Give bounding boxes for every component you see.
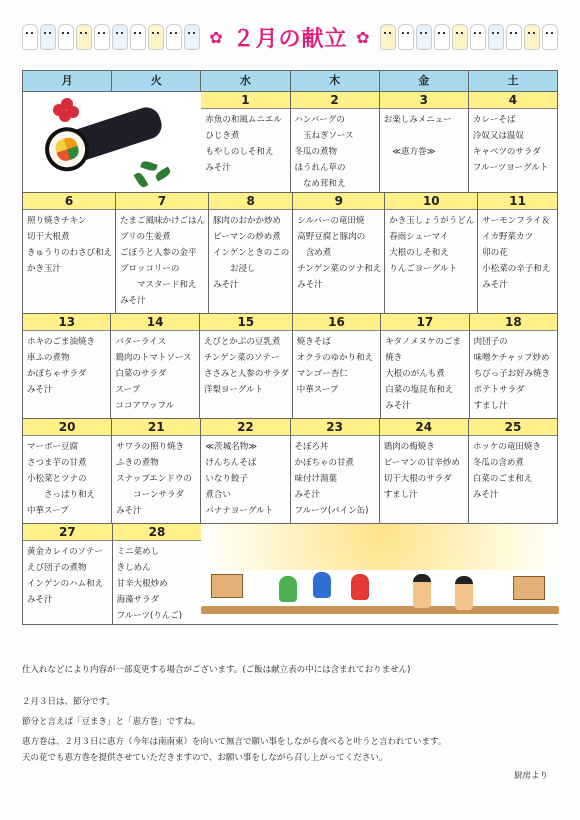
menu-item: ポテトサラダ	[473, 385, 525, 395]
day-number: 9	[293, 193, 384, 210]
day-menu	[201, 109, 289, 176]
menu-item: ブリの生姜煮	[120, 232, 171, 242]
day-cell	[112, 524, 202, 624]
menu-item: みそ汁	[120, 296, 146, 306]
week-row	[22, 92, 558, 193]
menu-item: 大根のがんも煮	[385, 369, 445, 379]
menu-item: マーボー豆腐	[27, 442, 79, 452]
menu-item: さつま芋の甘煮	[27, 458, 87, 468]
day-number: 20	[23, 419, 111, 436]
menu-item: ほうれん草の	[294, 163, 346, 173]
menu-item: きゅうりのわさび和え	[27, 248, 113, 258]
bean-box-icon	[211, 574, 243, 598]
menu-item: かき玉汁	[27, 264, 62, 274]
day-menu	[380, 436, 468, 503]
menu-item: えびとかぶの豆乳煮	[203, 337, 281, 347]
menu-item: ≪恵方巻≫	[383, 147, 436, 157]
day-menu	[293, 210, 384, 293]
menu-item: 車ふの煮物	[27, 353, 70, 363]
menu-item: お楽しみメニュー	[383, 115, 452, 125]
menu-item: ふきの煮物	[116, 458, 159, 468]
day-number: 28	[113, 524, 202, 541]
day-cell	[111, 419, 200, 523]
menu-item: フルーツ(パイン缶)	[294, 506, 369, 516]
menu-item: みそ汁	[385, 401, 411, 411]
day-cell	[292, 193, 384, 313]
menu-item: 小松菜の辛子和え	[482, 264, 551, 274]
day-cell	[477, 193, 557, 313]
menu-item: 鶏肉の梅焼き	[383, 442, 435, 452]
setsubun-line-4: 天の花でも恵方巻を提供させていただきますので、お願い事をしながら召し上がってください。	[22, 753, 388, 763]
week-row	[22, 314, 558, 419]
menu-item: 大根のしそ和え	[389, 248, 449, 258]
menu-item: シルバーの竜田焼	[297, 216, 365, 226]
menu-item: 肉団子の	[473, 337, 508, 347]
day-number: 11	[478, 193, 557, 210]
week-row	[22, 419, 558, 524]
menu-item: 冬瓜の含め煮	[472, 458, 524, 468]
day-cell	[379, 92, 468, 192]
day-cell	[468, 419, 557, 523]
day-cell	[469, 314, 557, 418]
day-number: 15	[200, 314, 292, 331]
menu-item: 黄金カレイのソテー	[27, 547, 103, 557]
weekday-sat: 土	[468, 71, 557, 91]
leaf-icon	[134, 171, 149, 189]
menu-item: ホキのごま油焼き	[27, 337, 96, 347]
menu-item: バターライス	[115, 337, 167, 347]
menu-item: ピーマンの炒め煮	[213, 232, 281, 242]
day-cell	[23, 193, 115, 313]
day-number: 13	[23, 314, 110, 331]
day-cell	[110, 314, 198, 418]
flower-icon: ✿	[209, 28, 224, 47]
flower-icon: ✿	[356, 28, 371, 47]
day-cell	[23, 524, 112, 624]
page-title-wrap	[22, 22, 558, 53]
weekday-header	[22, 70, 558, 92]
day-cell	[290, 419, 379, 523]
menu-item: ≪茨城名物≫	[205, 442, 258, 452]
menu-item: えび団子の煮物	[27, 563, 87, 573]
menu-item: マスタード和え	[120, 280, 197, 290]
menu-item: サワラの照り焼き	[116, 442, 185, 452]
day-menu	[293, 331, 380, 398]
menu-item: ごぼうと人参の金平	[120, 248, 197, 258]
day-menu	[291, 436, 379, 519]
menu-item: ささみと人参のサラダ	[203, 369, 289, 379]
day-menu	[470, 331, 557, 414]
menu-item: 冷奴又は温奴	[472, 131, 524, 141]
child-boy-icon	[455, 576, 473, 610]
menu-item: 含め煮	[297, 248, 332, 258]
menu-calendar	[22, 70, 558, 625]
day-menu	[112, 436, 200, 519]
menu-item: 照り焼きチキン	[27, 216, 87, 226]
day-menu	[23, 541, 112, 608]
day-number: 6	[23, 193, 115, 210]
day-cell	[200, 92, 289, 192]
menu-item: 玉ねぎソース	[294, 131, 354, 141]
week-row	[22, 193, 558, 314]
weekday-fri: 金	[379, 71, 468, 91]
menu-item: カレーそば	[472, 115, 516, 125]
day-cell	[384, 193, 477, 313]
day-cell	[379, 419, 468, 523]
menu-item: 小松菜とツナの	[27, 474, 87, 484]
menu-item: マンゴー杏仁	[296, 369, 348, 379]
day-menu	[385, 210, 477, 277]
menu-item: 鶏肉のトマトソース	[115, 353, 192, 363]
menu-item: ブロッコリーの	[120, 264, 180, 274]
leaf-icon	[140, 160, 158, 173]
signature: 厨房より	[513, 771, 548, 781]
menu-item: フルーツ(りんご)	[116, 611, 183, 621]
menu-item: いなり餃子	[205, 474, 248, 484]
day-number: 8	[209, 193, 292, 210]
day-cell	[23, 314, 110, 418]
page-title: ２月の献立	[232, 27, 348, 52]
menu-item: 煮合い	[205, 490, 231, 500]
day-number: 23	[291, 419, 379, 436]
day-number: 2	[291, 92, 379, 109]
menu-item: なめ茸和え	[294, 179, 346, 189]
menu-item: すまし汁	[383, 490, 418, 500]
day-number: 14	[111, 314, 198, 331]
day-cell	[200, 419, 289, 523]
day-number: 18	[470, 314, 557, 331]
day-number: 3	[380, 92, 468, 109]
leaf-icon	[154, 167, 172, 182]
menu-item: みそ汁	[27, 385, 53, 395]
day-menu	[469, 436, 557, 503]
menu-item: 赤魚の和風ムニエル	[205, 115, 282, 125]
menu-item: そぼろ丼	[294, 442, 329, 452]
menu-item: みそ汁	[297, 280, 323, 290]
menu-item: コーンサラダ	[116, 490, 184, 500]
menu-item: かき玉しょうがうどん	[389, 216, 475, 226]
day-menu	[381, 331, 468, 414]
title-banner	[22, 20, 558, 56]
menu-item: 豚肉のおかか炒め	[213, 216, 282, 226]
menu-item	[384, 128, 465, 144]
menu-item: ちびっ子お好み焼き	[473, 369, 551, 379]
weeks-container	[22, 92, 558, 625]
blue-oni-icon	[313, 572, 331, 598]
menu-item: ホッケの竜田焼き	[472, 442, 541, 452]
menu-item: けんちんそば	[205, 458, 257, 468]
menu-item: バナナヨーグルト	[205, 506, 274, 516]
weekday-tue: 火	[111, 71, 200, 91]
weekday-wed: 水	[200, 71, 289, 91]
day-menu	[209, 210, 292, 293]
menu-item: お浸し	[213, 264, 256, 274]
menu-item: 洋梨ヨーグルト	[203, 385, 264, 395]
day-number: 7	[116, 193, 208, 210]
setsubun-illustration	[201, 524, 559, 624]
menu-item: ココアワッフル	[115, 401, 175, 411]
menu-item: みそ汁	[482, 280, 508, 290]
day-number: 24	[380, 419, 468, 436]
menu-item: 高野豆腐と豚肉の	[297, 232, 366, 242]
menu-item: すまし汁	[473, 401, 508, 411]
menu-item: 白菜のサラダ	[115, 369, 167, 379]
bean-box-icon	[513, 576, 545, 600]
menu-item: 春雨シューマイ	[389, 232, 449, 242]
menu-item: チンゲン菜のソテー	[203, 353, 280, 363]
menu-item: 切干大根のサラダ	[383, 474, 452, 484]
menu-item: みそ汁	[27, 595, 53, 605]
menu-item: 卯の花	[482, 248, 508, 258]
menu-item: 海藻サラダ	[116, 595, 160, 605]
menu-item: たまご風味かけごはん	[120, 216, 206, 226]
day-menu	[113, 541, 202, 624]
day-menu	[469, 109, 557, 176]
menu-item: みそ汁	[472, 490, 499, 500]
menu-item: キタノメヌケのごま	[385, 337, 462, 347]
day-menu	[478, 210, 557, 293]
day-number: 4	[469, 92, 557, 109]
menu-item: 焼きそば	[296, 337, 331, 347]
day-number: 22	[201, 419, 289, 436]
menu-item: さっぱり和え	[27, 490, 96, 500]
menu-item: スナップエンドウの	[116, 474, 192, 484]
menu-item: チンゲン菜のツナ和え	[297, 264, 382, 274]
menu-item: インゲンのハム和え	[27, 579, 104, 589]
ehomaki-illustration	[23, 92, 201, 192]
day-number: 10	[385, 193, 477, 210]
menu-item: 甘辛大根炒め	[116, 579, 168, 589]
week-row	[22, 524, 558, 625]
menu-item: かぼちゃの甘煮	[294, 458, 355, 468]
menu-item: フルーツヨーグルト	[472, 163, 549, 173]
day-menu	[111, 331, 198, 414]
menu-item: スープ	[115, 385, 141, 395]
menu-item: オクラのゆかり和え	[296, 353, 374, 363]
day-number: 1	[201, 92, 289, 109]
menu-item: 白菜の塩昆布和え	[385, 385, 454, 395]
day-number: 25	[469, 419, 557, 436]
day-menu	[23, 331, 110, 398]
day-cell	[23, 419, 111, 523]
menu-item: ひじき煮	[205, 131, 240, 141]
menu-item: ピーマンの甘辛炒め	[383, 458, 460, 468]
menu-item: みそ汁	[294, 490, 321, 500]
menu-item: みそ汁	[213, 280, 239, 290]
day-menu	[23, 436, 111, 519]
day-cell	[208, 193, 292, 313]
red-oni-icon	[351, 574, 369, 600]
menu-item: 白菜のごま和え	[472, 474, 533, 484]
menu-note: 仕入れなどにより内容が一部変更する場合がございます。(ご飯は献立表の中には含まれておりません)	[22, 665, 411, 675]
menu-item: 中華スープ	[27, 506, 69, 516]
menu-item: みそ汁	[116, 506, 142, 516]
day-number: 21	[112, 419, 200, 436]
day-cell	[468, 92, 557, 192]
menu-item: もやしのしそ和え	[205, 147, 274, 157]
day-menu	[380, 109, 468, 160]
menu-item: キャベツのサラダ	[472, 147, 541, 157]
day-menu	[200, 331, 292, 398]
menu-item: イカ野菜カツ	[482, 232, 534, 242]
day-cell	[199, 314, 292, 418]
day-menu	[23, 210, 115, 277]
menu-item: 味噌ケチャップ炒め	[473, 353, 550, 363]
menu-item: 切干大根煮	[27, 232, 70, 242]
setsubun-line-1: ２月３日は、節分です。	[22, 697, 115, 707]
menu-item: きしめん	[116, 563, 151, 573]
day-menu	[116, 210, 208, 309]
menu-item: 味付け湯葉	[294, 474, 338, 484]
menu-item: ハンバーグの	[294, 115, 345, 125]
day-number: 17	[381, 314, 468, 331]
menu-item: 中華スープ	[296, 385, 339, 395]
menu-item: ミニ菜めし	[116, 547, 160, 557]
menu-item: 焼き	[385, 353, 403, 363]
menu-item: みそ汁	[205, 163, 231, 173]
day-cell	[380, 314, 468, 418]
day-cell	[292, 314, 380, 418]
menu-item: りんごヨーグルト	[389, 264, 458, 274]
day-number: 27	[23, 524, 112, 541]
green-oni-icon	[279, 576, 297, 602]
menu-item: かぼちゃサラダ	[27, 369, 87, 379]
menu-item: サーモンフライ＆	[482, 216, 551, 226]
menu-item: インゲンときのこの	[213, 248, 290, 258]
day-number: 16	[293, 314, 380, 331]
child-girl-icon	[413, 574, 431, 608]
day-cell	[290, 92, 379, 192]
menu-item: 冬瓜の煮物	[294, 147, 338, 157]
day-cell	[115, 193, 208, 313]
day-menu	[201, 436, 289, 519]
weekday-thu: 木	[290, 71, 379, 91]
setsubun-line-2: 節分と言えば「豆まき」と「恵方巻」ですね。	[22, 717, 201, 727]
setsubun-line-3: 恵方巻は、２月３日に恵方（今年は南南東）を向いて無言で願い事をしながら食べると叶うと言われています。	[22, 737, 447, 747]
weekday-mon: 月	[61, 74, 73, 87]
